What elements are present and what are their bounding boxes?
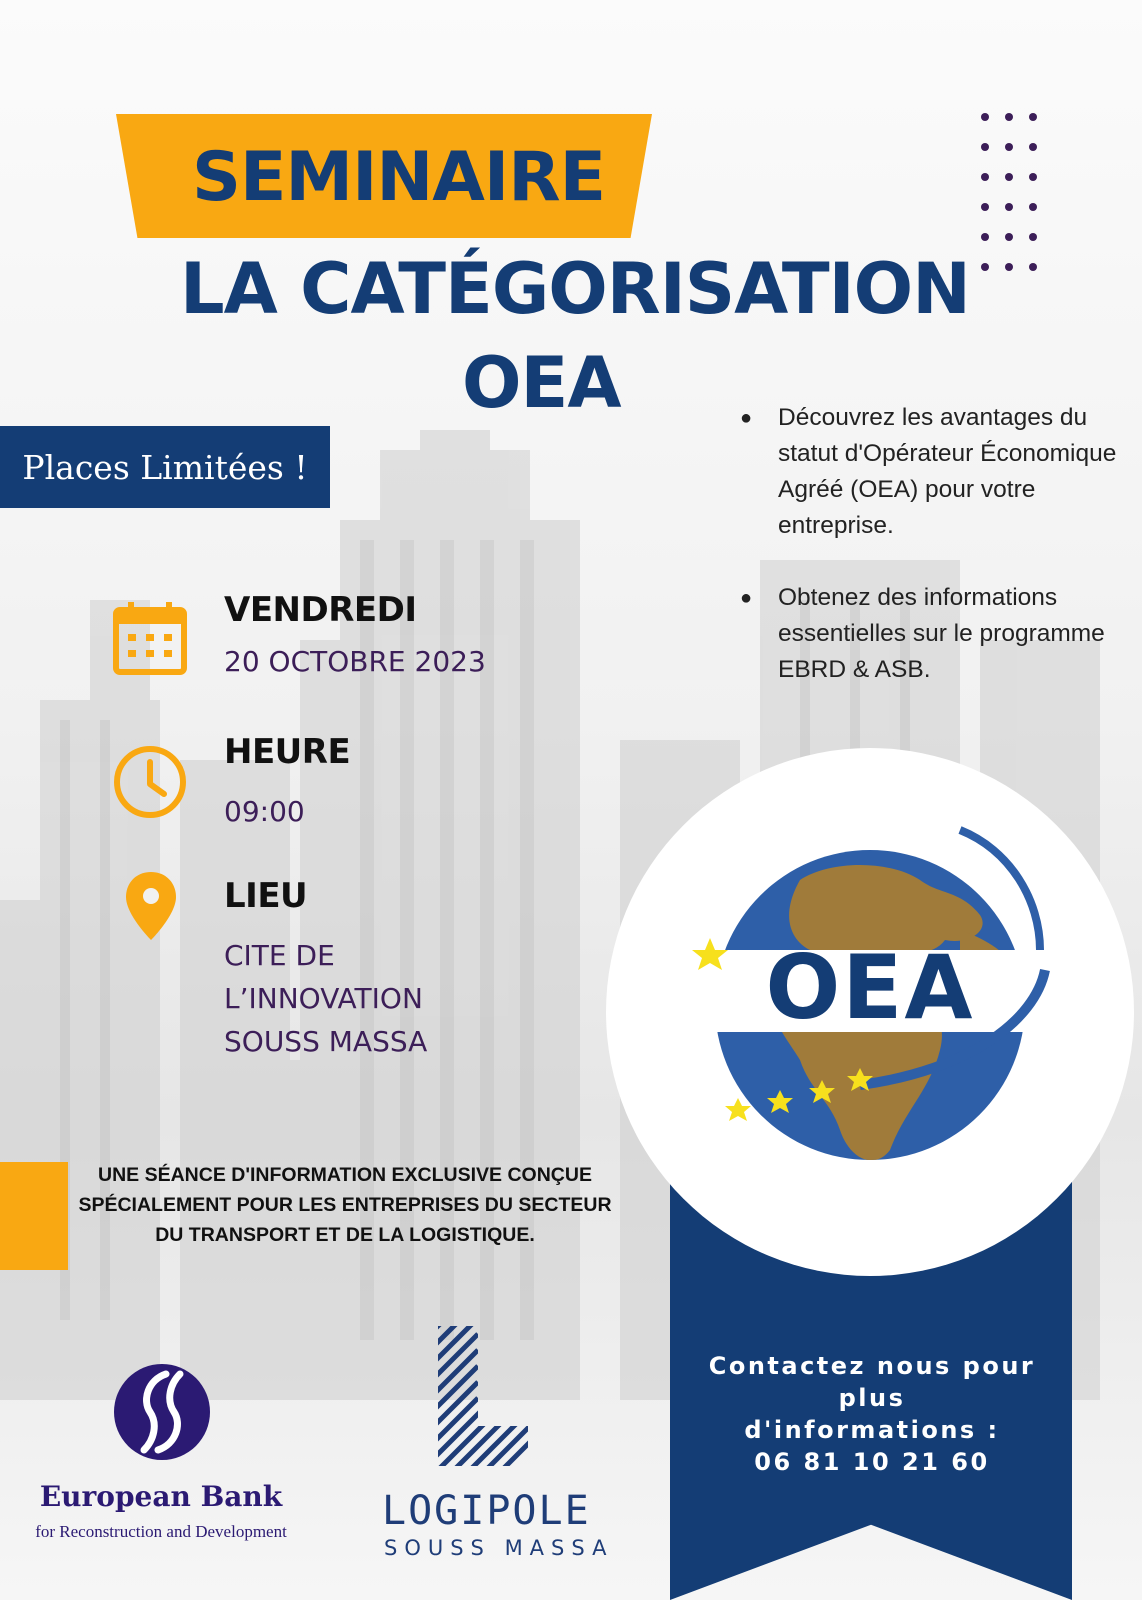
place-line: SOUSS MASSA	[224, 1025, 428, 1058]
location-pin-icon	[124, 870, 178, 942]
places-limitees-badge: Places Limitées !	[0, 426, 330, 508]
place-line: L’INNOVATION	[224, 982, 423, 1015]
contact-line: Contactez nous pour plus	[708, 1352, 1036, 1412]
logipole-logo	[438, 1326, 528, 1466]
ebrd-logo	[108, 1360, 216, 1464]
bullet-icon: ●	[740, 407, 753, 429]
oea-globe-logo	[690, 820, 1060, 1190]
oea-logo-text: OEA	[765, 936, 975, 1039]
page-title: LA CATÉGORISATION	[180, 248, 970, 330]
calendar-icon	[112, 600, 188, 676]
page-title-oea: OEA	[462, 342, 621, 424]
dots-decoration	[980, 112, 1038, 272]
ebrd-subtitle: for Reconstruction and Development	[35, 1522, 287, 1541]
list-item	[740, 400, 1120, 544]
exclusive-description: UNE SÉANCE D'INFORMATION EXCLUSIVE CONÇUE SPÉCIALEMENT POUR LES ENTREPRISES DU SECTEUR DU TRANSPORT ET DE LA LOGISTIQUE.	[78, 1164, 612, 1246]
contact-phone: 06 81 10 21 60	[754, 1448, 990, 1476]
list-item-text: Obtenez des informations essentielles sur le programme EBRD & ASB.	[778, 584, 1105, 683]
date-value: 20 OCTOBRE 2023	[224, 645, 486, 678]
clock-icon	[112, 744, 188, 820]
place-line: CITE DE	[224, 939, 335, 972]
seminaire-label: SEMINAIRE	[192, 138, 606, 217]
place-label: LIEU	[224, 876, 308, 916]
benefits-list	[740, 400, 1120, 724]
logipole-name: LOGIPOLE	[382, 1488, 591, 1534]
place-value	[224, 934, 427, 1063]
contact-info	[676, 1350, 1068, 1478]
bullet-icon: ●	[740, 587, 753, 609]
list-item	[740, 580, 1120, 688]
list-item-text: Découvrez les avantages du statut d'Opérateur Économique Agréé (OEA) pour votre entreprise.	[778, 404, 1117, 539]
time-label: HEURE	[224, 732, 351, 772]
orange-accent-bar	[0, 1162, 68, 1270]
contact-line: d'informations :	[744, 1416, 1000, 1444]
date-label: VENDREDI	[224, 590, 417, 630]
time-value: 09:00	[224, 795, 305, 828]
ebrd-name: European Bank	[39, 1480, 283, 1513]
logipole-subtitle: SOUSS MASSA	[384, 1536, 614, 1560]
